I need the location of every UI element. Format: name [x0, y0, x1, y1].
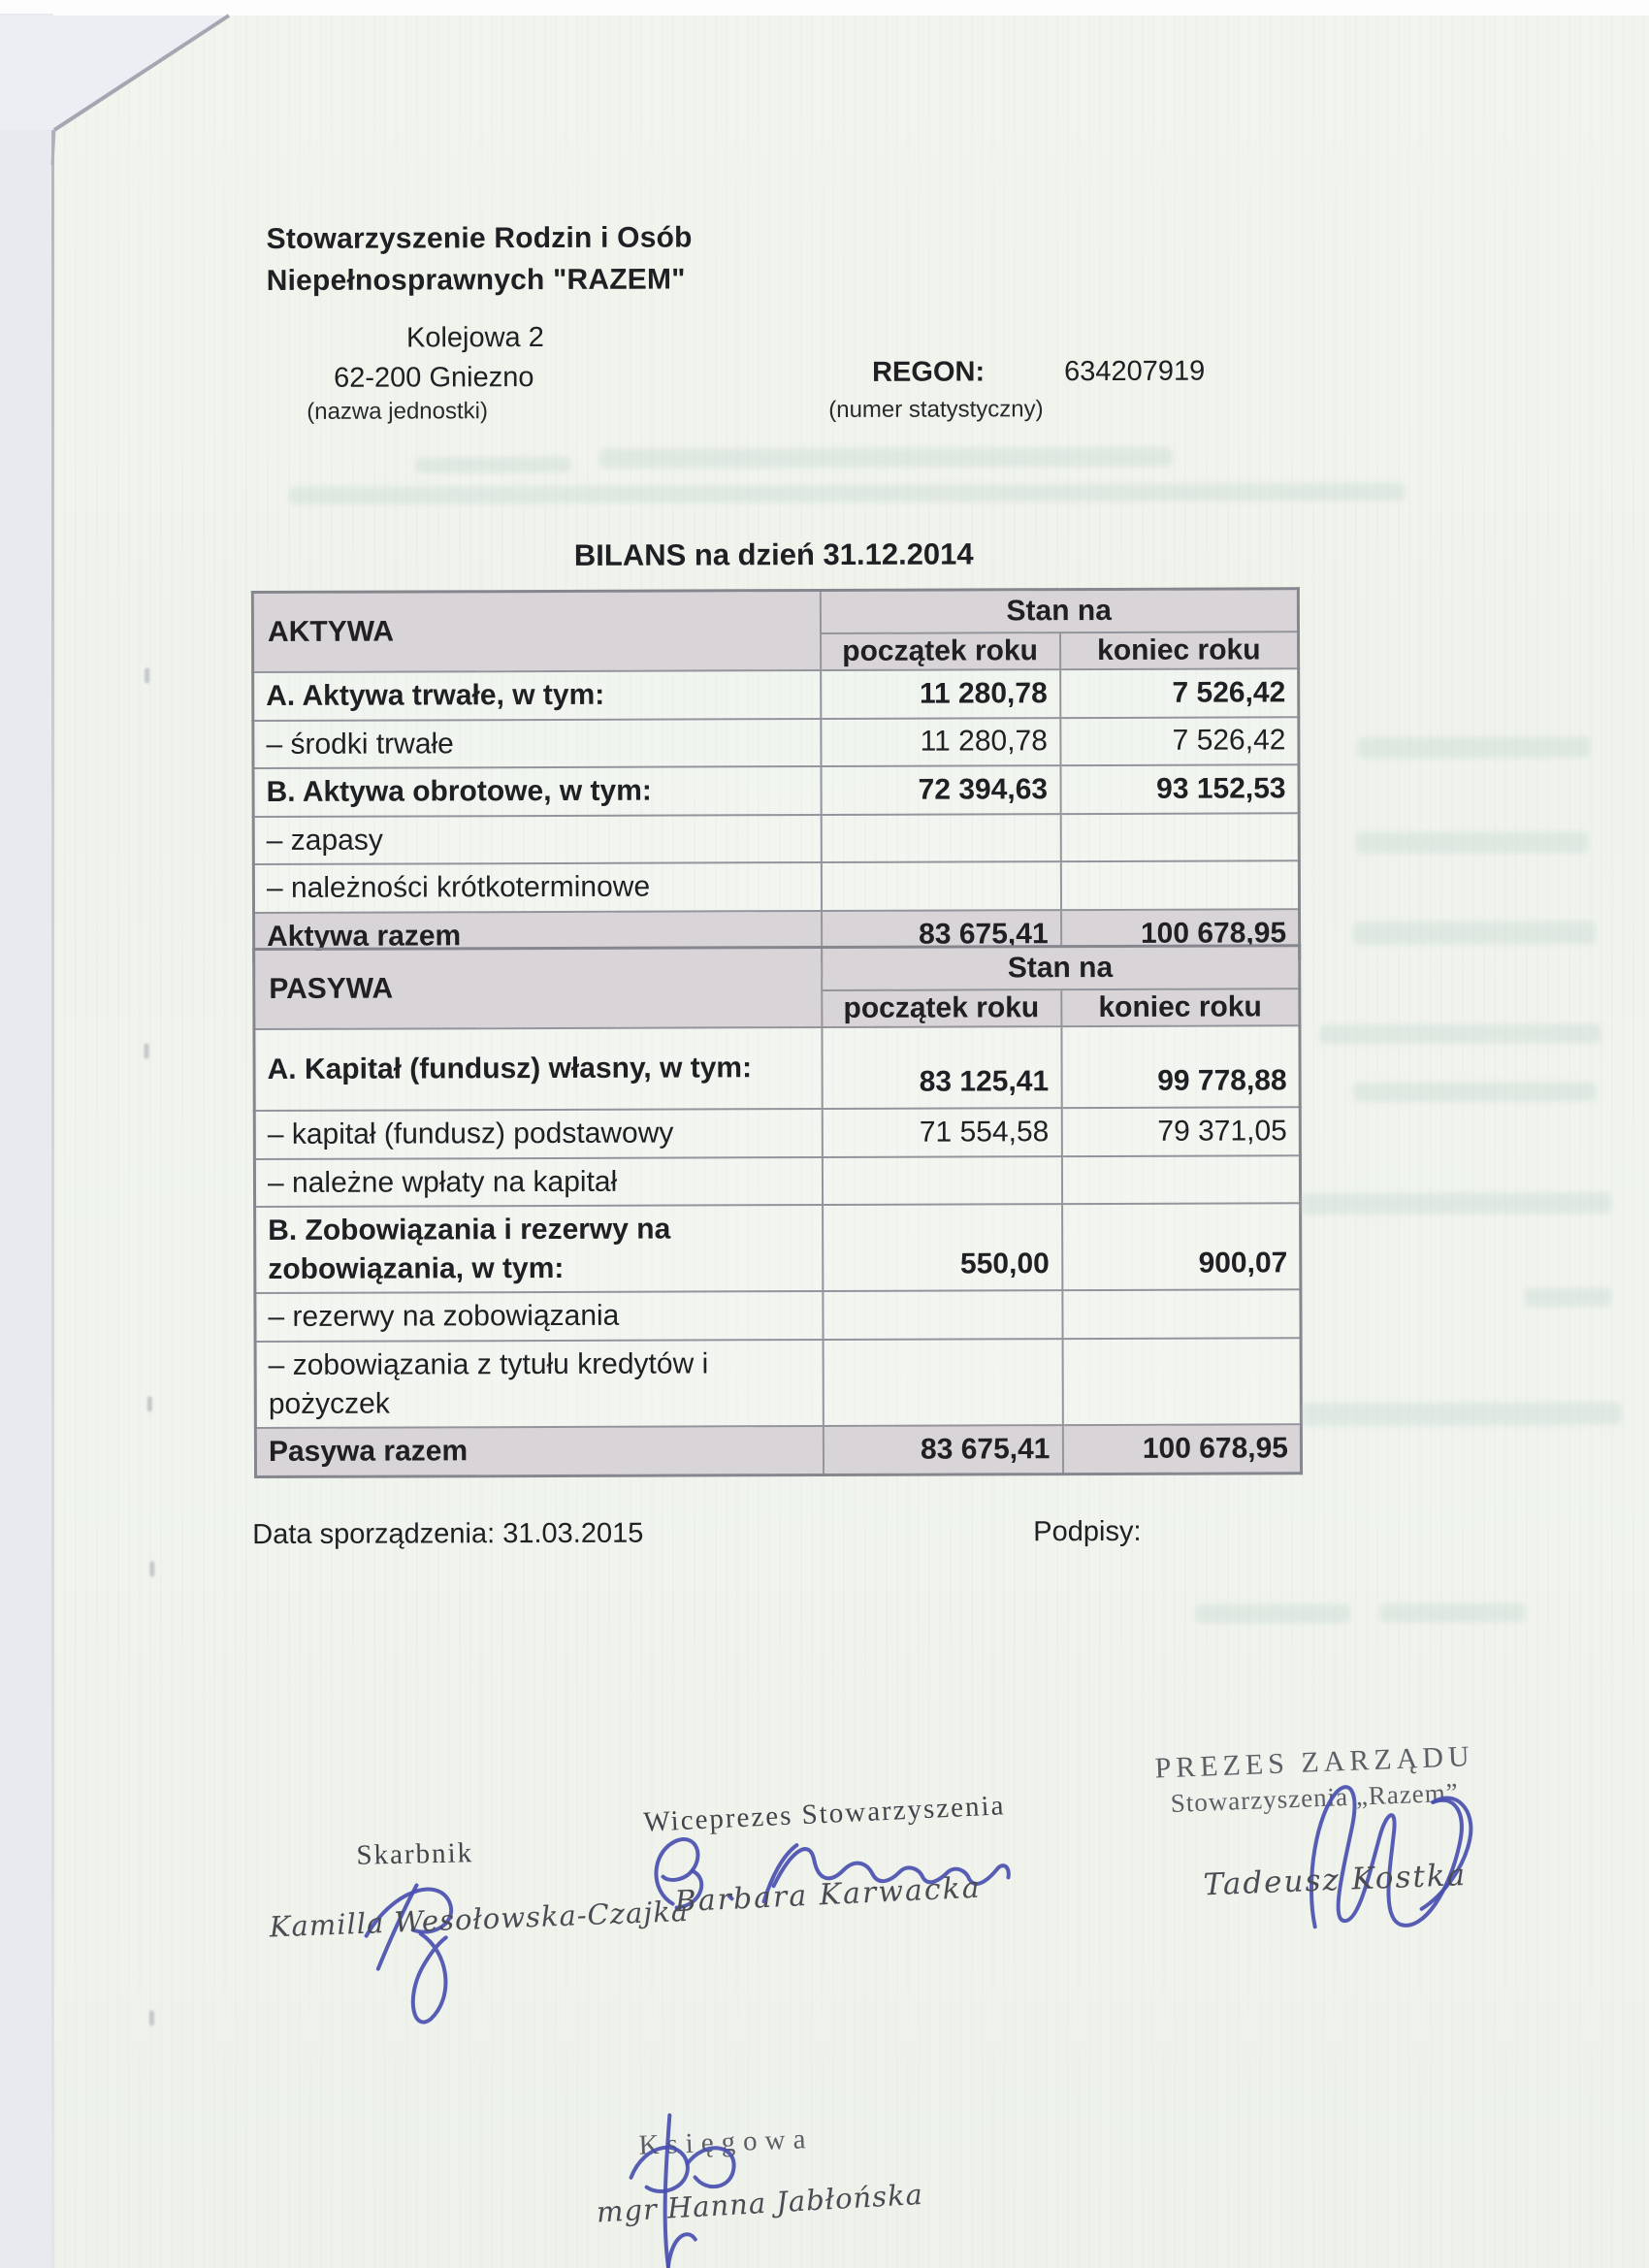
value-end-of-year — [1061, 1155, 1300, 1204]
treasurer-signature-scribble — [344, 1850, 539, 2035]
value-start-of-year — [821, 814, 1060, 862]
stan-na-header: Stan na — [822, 946, 1300, 990]
table-row — [255, 1203, 1301, 1293]
row-label: – kapitał (fundusz) podstawowy — [254, 1109, 822, 1159]
row-label: – środki trwałe — [253, 719, 821, 769]
bleedthrough-smudge — [1302, 1402, 1622, 1426]
value-end-of-year — [1060, 813, 1299, 861]
address-city: 62-200 Gniezno — [334, 362, 534, 394]
bleedthrough-smudge — [1353, 921, 1596, 945]
value-end-of-year — [1060, 861, 1299, 910]
aktywa-table — [251, 587, 1301, 962]
regon-label: REGON: — [872, 356, 986, 388]
signatures-label: Podpisy: — [1033, 1515, 1142, 1548]
bleedthrough-smudge — [1380, 1603, 1526, 1623]
value-start-of-year: 71 554,58 — [822, 1108, 1061, 1156]
regon-caption: (numer statystyczny) — [828, 396, 1044, 423]
org-name-line2: Niepełnosprawnych "RAZEM" — [266, 263, 686, 298]
table-row — [255, 1290, 1301, 1342]
row-label: – rezerwy na zobowiązania — [255, 1291, 823, 1342]
value-end-of-year — [1062, 1290, 1301, 1339]
value-start-of-year — [822, 1156, 1061, 1205]
bleedthrough-smudge — [1301, 1192, 1611, 1215]
row-label: – należne wpłaty na kapitał — [254, 1157, 822, 1208]
table-row — [253, 668, 1299, 720]
value-start-of-year — [821, 862, 1060, 911]
bleedthrough-smudge — [1354, 1082, 1597, 1102]
scan-noise-dot — [147, 1396, 152, 1411]
preparation-date: Data sporządzenia: 31.03.2015 — [252, 1517, 644, 1551]
value-end-of-year: 7 526,42 — [1060, 717, 1299, 765]
bleedthrough-smudge — [599, 447, 1172, 469]
vice-president-stamp-title: Wiceprezes Stowarzyszenia — [642, 1790, 1007, 1838]
row-label: B. Zobowiązania i rezerwy na zobowiązania, w tym: — [255, 1205, 823, 1293]
table-row — [255, 1424, 1301, 1476]
bleedthrough-smudge — [415, 457, 570, 473]
table-row — [254, 1107, 1300, 1158]
value-start-of-year — [823, 1339, 1062, 1426]
row-label: – zobowiązania z tytułu kredytów i pożyczek — [255, 1340, 823, 1428]
value-start-of-year: 11 280,78 — [821, 669, 1060, 718]
unit-caption: (nazwa jednostki) — [307, 398, 489, 425]
value-start-of-year: 83 125,41 — [822, 1026, 1061, 1109]
table-row — [253, 717, 1299, 768]
president-stamp-title: PREZES ZARZĄDU — [1153, 1739, 1475, 1785]
treasurer-name-stamp: Kamilla Wesołowska-Czajka — [269, 1894, 690, 1944]
value-end-of-year: 7 526,42 — [1060, 668, 1299, 717]
row-label: B. Aktywa obrotowe, w tym: — [253, 766, 821, 817]
start-of-year-header: początek roku — [822, 989, 1061, 1027]
president-stamp-org: Stowarzyszenia „Razem” — [1170, 1777, 1460, 1818]
value-end-of-year: 100 678,95 — [1061, 909, 1300, 958]
page-title: BILANS na dzień 31.12.2014 — [573, 536, 974, 572]
aktywa-header-cell: AKTYWA — [252, 591, 820, 673]
stan-na-header: Stan na — [820, 589, 1298, 633]
value-end-of-year: 79 371,05 — [1061, 1107, 1300, 1155]
value-start-of-year: 83 675,41 — [822, 910, 1061, 959]
bleedthrough-smudge — [1524, 1287, 1611, 1307]
value-end-of-year: 93 152,53 — [1060, 764, 1299, 813]
table-row — [253, 764, 1299, 816]
value-start-of-year — [823, 1291, 1062, 1340]
end-of-year-header: koniec roku — [1060, 632, 1299, 669]
end-of-year-header: koniec roku — [1061, 988, 1300, 1026]
vice-president-name-stamp: Barbara Karwacka — [673, 1870, 983, 1920]
value-end-of-year — [1062, 1338, 1301, 1425]
scan-noise-dot — [149, 2010, 154, 2025]
regon-value: 634207919 — [1064, 355, 1206, 388]
row-label: Pasywa razem — [255, 1426, 823, 1476]
row-label: – należności krótkoterminowe — [253, 862, 821, 913]
value-start-of-year: 11 280,78 — [821, 718, 1060, 766]
scan-noise-dot — [149, 1561, 154, 1576]
accountant-stamp-title: Księgowa — [637, 2122, 814, 2161]
row-label: – zapasy — [253, 815, 821, 865]
value-start-of-year: 72 394,63 — [821, 765, 1060, 814]
value-end-of-year: 100 678,95 — [1062, 1424, 1301, 1474]
bleedthrough-smudge — [289, 483, 1405, 504]
value-end-of-year: 99 778,88 — [1061, 1025, 1300, 1108]
pasywa-table — [252, 944, 1303, 1478]
value-end-of-year: 900,07 — [1062, 1203, 1301, 1290]
scan-noise-dot — [145, 667, 149, 683]
bleedthrough-smudge — [1319, 1023, 1600, 1044]
table-row — [253, 861, 1299, 913]
scan-noise-dot — [144, 1043, 148, 1058]
row-label: A. Kapitał (fundusz) własny, w tym: — [254, 1027, 822, 1111]
table-row — [253, 813, 1299, 864]
bleedthrough-smudge — [1356, 831, 1589, 854]
start-of-year-header: początek roku — [821, 632, 1060, 670]
bleedthrough-smudge — [1357, 736, 1590, 759]
org-name-line1: Stowarzyszenie Rodzin i Osób — [266, 221, 693, 256]
value-start-of-year: 83 675,41 — [823, 1425, 1062, 1474]
address-street: Kolejowa 2 — [405, 322, 544, 354]
bleedthrough-smudge — [1196, 1604, 1351, 1624]
row-label: A. Aktywa trwałe, w tym: — [253, 670, 821, 721]
pasywa-header-cell: PASYWA — [254, 948, 822, 1030]
row-label: Aktywa razem — [254, 911, 822, 961]
treasurer-stamp-title: Skarbnik — [356, 1837, 474, 1871]
table-row — [254, 1155, 1300, 1207]
table-row — [255, 1338, 1301, 1428]
accountant-name-stamp: mgr Hanna Jabłońska — [595, 2177, 924, 2229]
value-start-of-year: 550,00 — [823, 1204, 1062, 1291]
president-name-stamp: Tadeusz Kostka — [1202, 1857, 1468, 1903]
table-row — [254, 1025, 1300, 1111]
